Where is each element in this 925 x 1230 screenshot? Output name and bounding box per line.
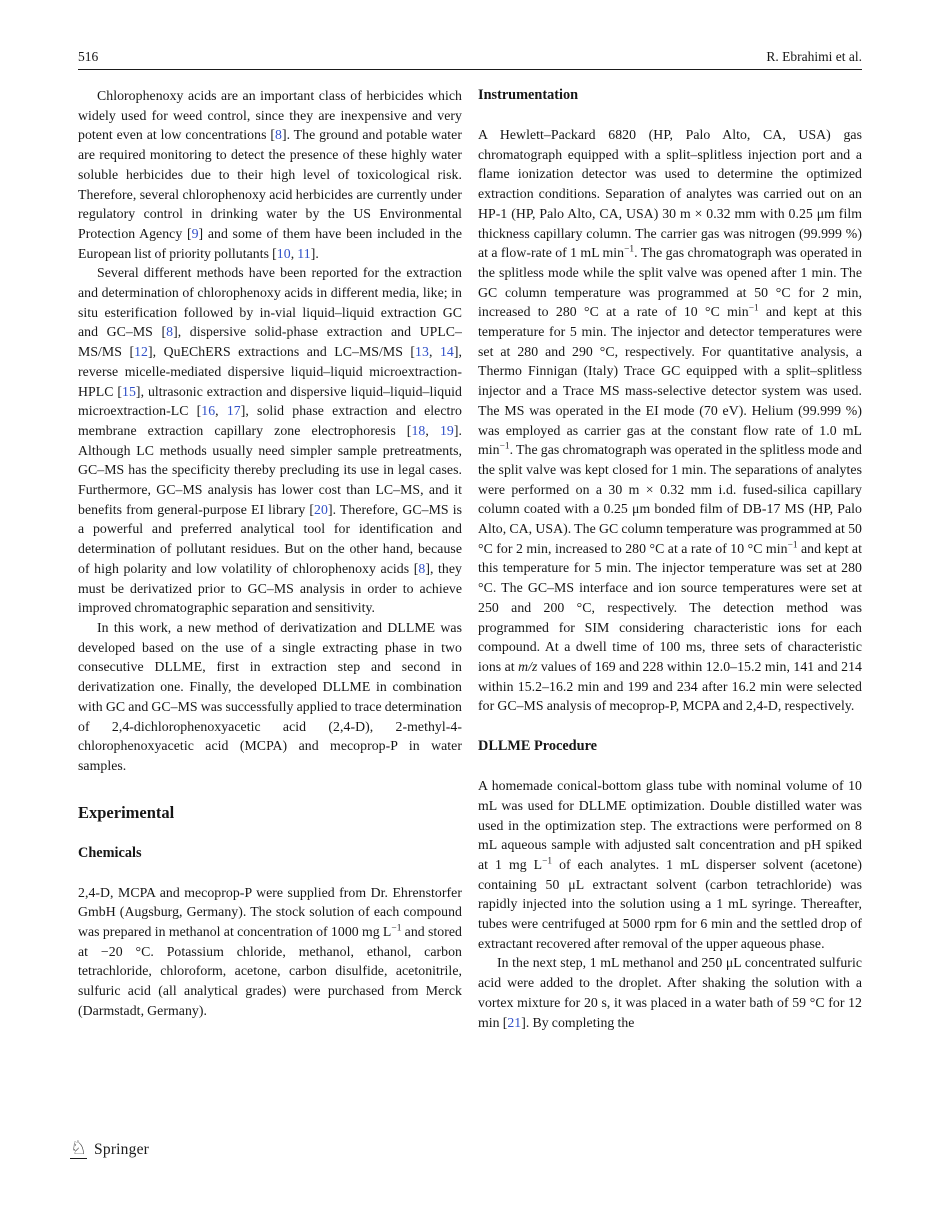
citation-link[interactable]: 10 — [276, 245, 291, 261]
right-column — [478, 86, 862, 1032]
intro-paragraph-1: Chlorophenoxy acids are an important class of herbicides which widely used for weed control, since they are inexpensive and very potent even at low concentrations [8]. The ground and potable water are required monitoring to detect the presence of these highly water soluble herbicides due to their high level of toxicological risk. Therefore, several chlorophenoxy acid herbicides are currently under regulatory control in drinking water by the US Environmental Protection Agency [9] and some of them have been included in the European list of priority pollutants [10, 11]. — [78, 88, 462, 261]
citation-link[interactable]: 21 — [507, 1014, 522, 1030]
chemicals-paragraph: 2,4-D, MCPA and mecoprop-P were supplied from Dr. Ehrenstorfer GmbH (Augsburg, Germany). The stock solution of each compound was prepared in methanol at concentration of 1000 mg $L^{-1}$ and stored at −20 °C. Potassium chloride, methanol, ethanol, carbon tetrachloride, chloroform, acetone, carbon disulfide, acetonitrile, sulfuric acid (all analytical grades) were purchased from Merck (Darmstadt, Germany). — [78, 884, 462, 1018]
citation-link[interactable]: 15 — [122, 383, 136, 399]
subsection-heading-chemicals: Chemicals — [78, 844, 142, 861]
citation-link[interactable]: 18 — [411, 422, 426, 438]
citation-link[interactable]: 8 — [166, 324, 174, 340]
dllme-paragraph-1: A homemade conical-bottom glass tube with nominal volume of 10 mL was used for DLLME optimization. Double distilled water was used in the optimization step. The extractions were performed on 8 mL aqueous sample with adjusted salt concentration and pH spiked at 1 mg $L^{-1}$ of each analytes. 1 mL disperser solvent (acetone) containing 50 μL extractant solvent (carbon tetrachloride) was rapidly injected into the solution using a 1 mL syringe. Thereafter, tubes were centrifuged at 5000 rpm for 6 min and the settled drop of extractant recovered after removal of the upper aqueous phase. — [478, 778, 862, 951]
superscript: −1 — [624, 244, 635, 255]
publisher-footer — [70, 1137, 150, 1160]
citation-link[interactable]: 12 — [134, 344, 148, 360]
citation-link[interactable]: 19 — [439, 422, 454, 438]
intro-paragraph-2: Several different methods have been reported for the extraction and determination of chlorophenoxy acids in different media, like; in situ esterification followed by in-vial liquid–liquid extraction GC and GC–MS [8], dispersive solid-phase extraction and UPLC–MS/MS [12], QuEChERS extractions and LC–MS/MS [13, 14], reverse micelle-mediated dispersive liquid–liquid microextraction-HPLC [15], ultrasonic extraction and dispersive liquid–liquid–liquid microextraction-LC [16, 17], solid phase extraction and electro membrane extraction capillary zone electrophoresis [18, 19]. Although LC methods usually need simpler sample pretreatments, GC–MS has the specificity thereby precluding its use in legal cases. Furthermore, GC–MS analysis has lower cost than LC–MS, and it benefits from general-purpose EI library [20]. Therefore, GC–MS is a powerful and preferred analytical tool for identification and determination of pollutant residues. But on the other hand, because of high polarity and low volatility of chlorophenoxy acids [8], they must be derivatized prior to GC–MS analysis in order to achieve improved chromatographic separation and sensitivity. — [78, 265, 463, 616]
publisher-name: Springer — [94, 1141, 150, 1158]
running-head-authors: R. Ebrahimi et al. — [766, 49, 862, 64]
superscript: −1 — [748, 303, 759, 314]
superscript: −1 — [391, 923, 402, 934]
section-heading-experimental: Experimental — [78, 802, 175, 822]
running-header — [78, 49, 862, 65]
subsection-heading-dllme-procedure: DLLME Procedure — [478, 738, 597, 755]
citation-link[interactable]: 14 — [439, 344, 454, 360]
springer-horse-logo-icon: ♘ — [70, 1137, 88, 1159]
two-column-body — [78, 86, 862, 1032]
superscript: −1 — [542, 856, 553, 867]
superscript: −1 — [787, 540, 798, 551]
intro-paragraph-3: In this work, a new method of derivatization and DLLME was developed based on the use of a single extracting phase in two consecutive DLLME, first in extraction step and second in derivatization one. Finally, the developed DLLME in combination with GC and GC–MS was successfully applied to trace determination of 2,4-dichlorophenoxyacetic acid (2,4-D), 2-methyl-4-chlorophenoxyacetic acid (MCPA) and mecoprop-P in water samples. — [78, 619, 462, 773]
citation-link[interactable]: 20 — [314, 501, 328, 517]
italic-term: m/z — [518, 658, 538, 674]
left-column — [78, 86, 462, 1032]
citation-link[interactable]: 11 — [297, 245, 311, 261]
instrumentation-paragraph: A Hewlett–Packard 6820 (HP, Palo Alto, CA, USA) gas chromatograph equipped with a split–splitless injection port and a flame ionization detector was used to determine the optimized extraction conditions. Separation of analytes was carried out on an HP-1 (HP, Palo Alto, CA, USA) 30 m × 0.32 mm with 0.25 μm film thickness capillary column. The carrier gas was nitrogen (99.999 %) at a flow-rate of 1 mL $\min^{-1}$. The gas chromatograph was operated in the splitless mode while the split valve was opened after 1 min. The GC column temperature was programmed at 50 °C for 2 min, increased to 280 °C at a rate of 10 °C $\min^{-1}$ and kept at this temperature for 5 min. The injector and detector temperatures were set at 280 and 290 °C, respectively. For quantitative analysis, a Thermo Finnigan (Italy) Trace GC equipped with a split–splitless injector and a Trace MS mass-selective detector system was used. The MS was operated in the EI mode (70 eV). Helium (99.999 %) was employed as carrier gas at the constant flow rate of 1.0 mL $\min^{-1}$. The gas chromatograph was operated in the splitless mode and the split valve was kept closed for 1 min. The separations of analytes were performed on a 30 m × 0.32 mm i.d. fused-silica capillary column coated with a 0.25 μm bonded film of DB-17 MS (HP, Palo Alto, CA, USA). The GC column temperature was programmed at 50 °C for 2 min, increased to 280 °C at a rate of 10 °C $\min^{-1}$ and kept at this temperature for 5 min. The injector temperature was set at 280 °C. The GC–MS interface and ion source temperatures were set at 250 and 200 °C, respectively. The detection method was programmed for SIM considering characteristic ions for each compound. At a dwell time of 100 ms, three sets of characteristic ions at m/z values of 169 and 228 within 12.0–15.2 min, 141 and 214 within 15.2–16.2 min and 199 and 234 after 16.2 min were selected for GC–MS analysis of mecoprop-P, MCPA and 2,4-D, respectively. — [478, 127, 862, 714]
dllme-paragraph-2: In the next step, 1 mL methanol and 250 μL concentrated sulfuric acid were added to the droplet. After shaking the solution with a vortex mixture for 20 s, it was placed in a water bath of 59 °C for 12 min [21]. By completing the — [478, 955, 862, 1030]
citation-link[interactable]: 8 — [274, 127, 282, 143]
header-rule — [78, 69, 862, 70]
citation-link[interactable]: 16 — [201, 403, 216, 419]
citation-link[interactable]: 9 — [191, 225, 199, 241]
subsection-heading-instrumentation: Instrumentation — [478, 87, 579, 103]
page-number: 516 — [78, 49, 99, 64]
superscript: −1 — [499, 441, 510, 452]
citation-link[interactable]: 13 — [415, 344, 429, 360]
citation-link[interactable]: 17 — [226, 403, 241, 419]
citation-link[interactable]: 8 — [418, 560, 426, 576]
